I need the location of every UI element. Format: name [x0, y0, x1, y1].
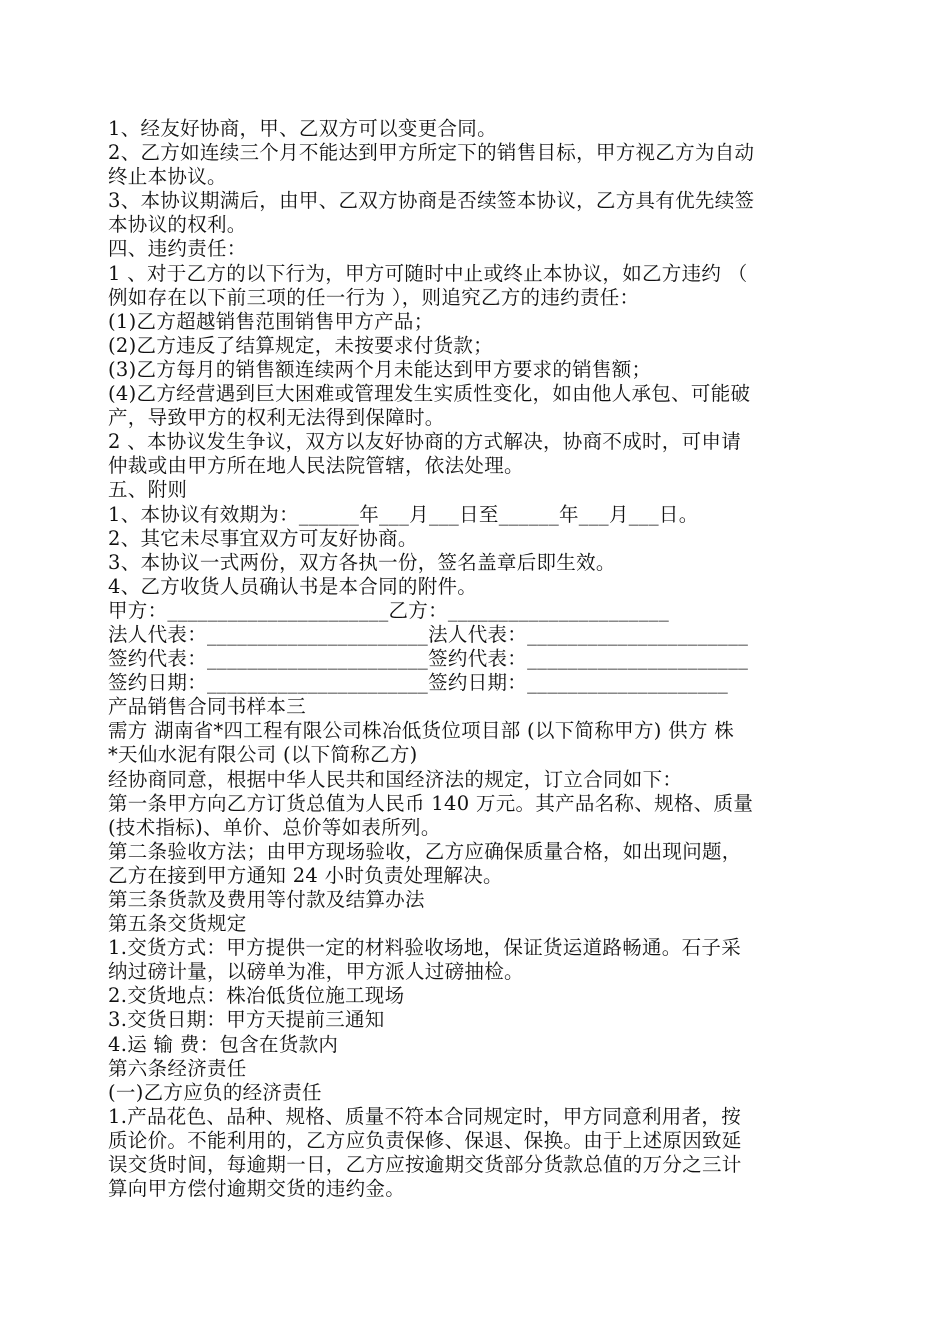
signature-line: 法人代表：______________________法人代表：______________________ — [108, 622, 749, 646]
text-line: 3、本协议期满后，由甲、乙双方协商是否续签本协议，乙方具有优先续签 — [108, 189, 755, 213]
text-line: 第二条验收方法；由甲方现场验收，乙方应确保质量合格，如出现问题， — [108, 839, 742, 863]
text-line: 1 、对于乙方的以下行为，甲方可随时中止或终止本协议，如乙方违约 （ — [108, 261, 748, 285]
section-heading: 第三条货款及费用等付款及结算办法 — [108, 888, 425, 911]
text-line: 误交货时间，每逾期一日，乙方应按逾期交货部分货款总值的万分之三计 — [108, 1153, 742, 1177]
document-title: 产品销售合同书样本三 — [108, 695, 307, 719]
text-line: 第一条甲方向乙方订货总值为人民币 140 万元。其产品名称、规格、质量 — [108, 791, 754, 815]
text-line: 1.交货方式：甲方提供一定的材料验收场地，保证货运道路畅通。石子采 — [108, 936, 742, 960]
text-line: 2.交货地点：株冶低货位施工现场 — [108, 984, 405, 1008]
text-line: (技术指标)、单价、总价等如表所列。 — [108, 815, 441, 839]
text-line: 3、本协议一式两份，双方各执一份，签名盖章后即生效。 — [108, 550, 616, 574]
signature-line: 签约日期：______________________签约日期：____________________ — [108, 671, 729, 695]
text-line: 本协议的权利。 — [108, 213, 247, 237]
section-heading: 四、违约责任： — [108, 237, 247, 261]
document-page — [108, 117, 848, 1201]
text-line: (一)乙方应负的经济责任 — [108, 1080, 322, 1104]
text-line: 算向甲方偿付逾期交货的违约金。 — [108, 1177, 406, 1201]
text-line: 1、本协议有效期为：______年___月___日至______年___月___日。 — [108, 502, 699, 526]
text-line: 纳过磅计量，以磅单为准，甲方派人过磅抽检。 — [108, 960, 524, 984]
text-line: 仲裁或由甲方所在地人民法院管辖，依法处理。 — [108, 454, 524, 478]
text-line: 质论价。不能利用的，乙方应负责保修、保退、保换。由于上述原因致延 — [108, 1128, 742, 1152]
section-heading: 第五条交货规定 — [108, 912, 247, 936]
text-line: 4.运 输 费：包含在货款内 — [108, 1032, 339, 1056]
text-line: 需方 湖南省*四工程有限公司株冶低货位项目部 (以下简称甲方) 供方 株 — [108, 719, 735, 743]
text-line: 终止本协议。 — [108, 165, 227, 189]
section-heading: 第六条经济责任 — [108, 1056, 247, 1080]
text-line: 4、乙方收货人员确认书是本合同的附件。 — [108, 574, 478, 598]
text-line: *天仙水泥有限公司 (以下简称乙方) — [108, 743, 418, 767]
text-line: 经协商同意，根据中华人民共和国经济法的规定，订立合同如下： — [108, 767, 683, 791]
text-line: 例如存在以下前三项的任一行为 ），则追究乙方的违约责任： — [108, 285, 640, 309]
text-line: 3.交货日期：甲方天提前三通知 — [108, 1008, 385, 1032]
text-line: 乙方在接到甲方通知 24 小时负责处理解决。 — [108, 863, 503, 887]
section-heading: 五、附则 — [108, 478, 188, 502]
text-line: 1、经友好协商，甲、乙双方可以变更合同。 — [108, 117, 497, 140]
text-line: 2 、本协议发生争议，双方以友好协商的方式解决，协商不成时，可申请 — [108, 430, 742, 454]
signature-line: 签约代表：______________________签约代表：______________________ — [108, 647, 749, 671]
text-line: (2)乙方违反了结算规定，未按要求付货款； — [108, 333, 493, 357]
text-line: (1)乙方超越销售范围销售甲方产品； — [108, 309, 434, 333]
text-line: (3)乙方每月的销售额连续两个月未能达到甲方要求的销售额； — [108, 357, 652, 381]
signature-line: 甲方：______________________乙方：______________________ — [108, 598, 669, 622]
text-line: 2、乙方如连续三个月不能达到甲方所定下的销售目标，甲方视乙方为自动 — [108, 141, 755, 165]
text-line: (4)乙方经营遇到巨大困难或管理发生实质性变化，如由他人承包、可能破 — [108, 382, 751, 406]
text-line: 1.产品花色、品种、规格、质量不符本合同规定时，甲方同意利用者，按 — [108, 1104, 742, 1128]
text-line: 2、其它未尽事宜双方可友好协商。 — [108, 526, 418, 550]
text-line: 产，导致甲方的权利无法得到保障时。 — [108, 406, 445, 430]
